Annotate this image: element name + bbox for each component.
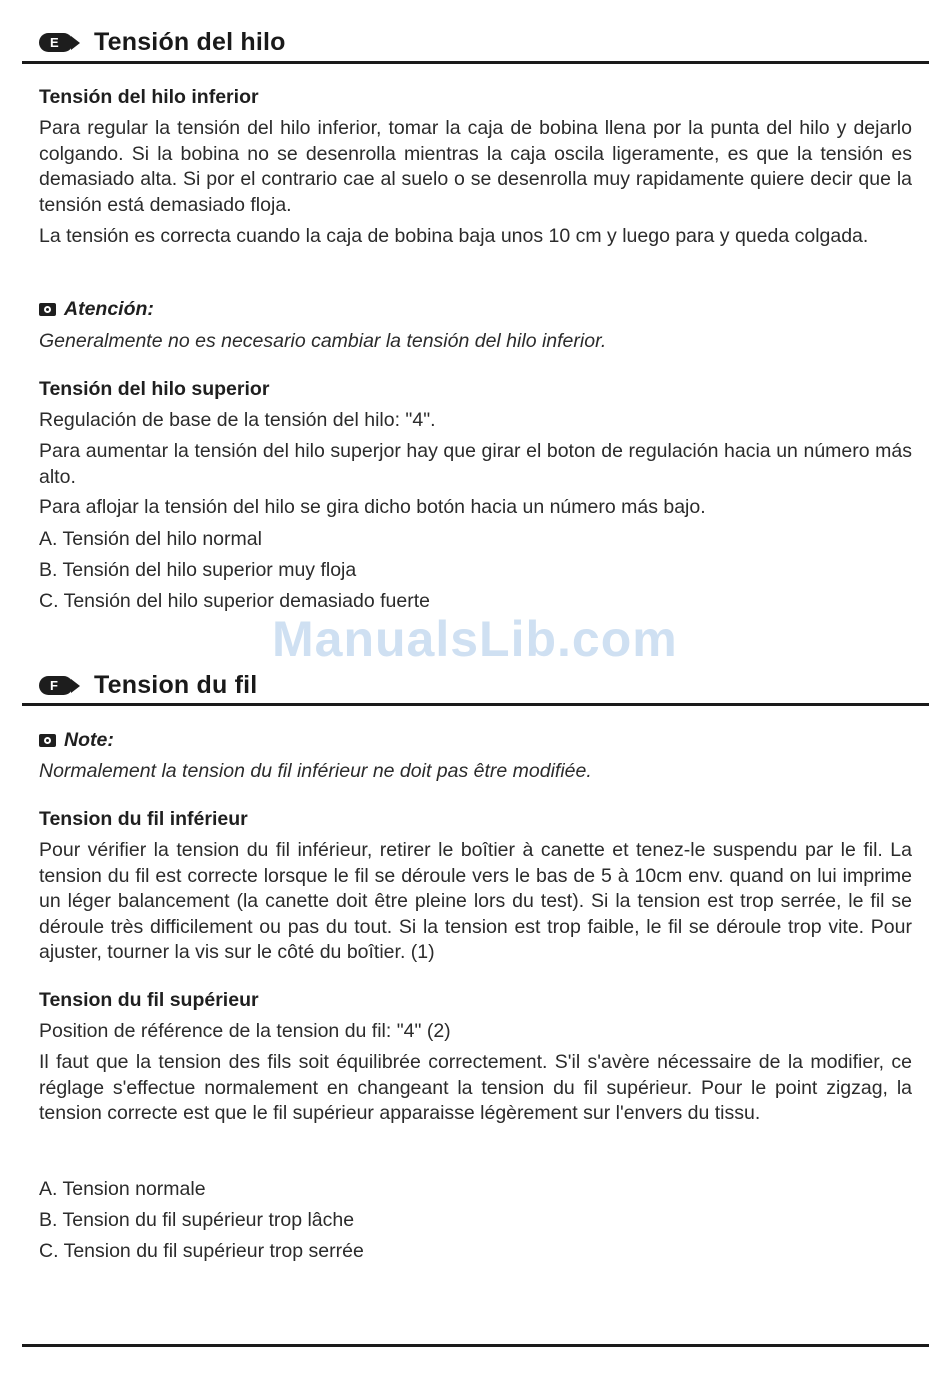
note-label: Atención:	[64, 298, 154, 320]
eye-icon	[39, 303, 56, 316]
language-code: E	[39, 33, 73, 52]
list-item: C. Tensión del hilo superior demasiado fuerte	[39, 590, 430, 612]
section-title-fr: Tension du fil	[94, 671, 258, 699]
heading-upper-thread-es: Tensión del hilo superior	[39, 378, 270, 400]
footer-rule	[22, 1344, 929, 1347]
watermark: ManualsLib.com	[272, 611, 678, 667]
section-header-fr	[39, 671, 912, 700]
heading-upper-thread-fr: Tension du fil supérieur	[39, 989, 259, 1011]
paragraph: Para aflojar la tensión del hilo se gira dicho botón hacia un número más bajo.	[39, 496, 706, 518]
eye-icon	[39, 734, 56, 747]
section-rule	[22, 61, 929, 64]
paragraph: Para regular la tensión del hilo inferior, tomar la caja de bobina llena por la punta del hilo y dejarlo colgando. Si la bobina no se desenrolla mientras la caja oscila ligeramente, es que la tensión es demasiado alta. Si por el contrario cae al suelo o se desenrolla muy rapidamente quiere decir que la tensión está demasiado floja.	[39, 117, 912, 216]
paragraph: Para aumentar la tensión del hilo superjor hay que girar el boton de regulación hacia un número más alto.	[39, 440, 912, 488]
paragraph: Il faut que la tension des fils soit équilibrée correctement. S'il s'avère nécessaire de la modifier, ce réglage s'effectue normalement en changeant la tension du fil supérieur. Pour le point zigzag, la tension correcte est que le fil supérieur apparaisse légèrement sur l'envers du tissu.	[39, 1051, 912, 1125]
heading-lower-thread-es: Tensión del hilo inferior	[39, 86, 259, 108]
note-text: Generalmente no es necesario cambiar la tensión del hilo inferior.	[39, 330, 607, 352]
list-item: A. Tension normale	[39, 1178, 206, 1200]
language-code: F	[39, 676, 73, 695]
note-heading-fr	[39, 729, 114, 752]
paragraph: La tensión es correcta cuando la caja de bobina baja unos 10 cm y luego para y queda colgada.	[39, 225, 869, 247]
paragraph: Regulación de base de la tensión del hilo: "4".	[39, 409, 436, 431]
heading-lower-thread-fr: Tension du fil inférieur	[39, 808, 248, 830]
language-badge-fr	[39, 676, 80, 695]
section-header-es	[39, 28, 912, 57]
list-item: B. Tension du fil supérieur trop lâche	[39, 1209, 355, 1231]
list-item: C. Tension du fil supérieur trop serrée	[39, 1240, 364, 1262]
list-item: A. Tensión del hilo normal	[39, 528, 262, 550]
note-heading-es	[39, 298, 154, 321]
section-title-es: Tensión del hilo	[94, 28, 286, 56]
list-item: B. Tensión del hilo superior muy floja	[39, 559, 357, 581]
note-text: Normalement la tension du fil inférieur ne doit pas être modifiée.	[39, 760, 592, 782]
note-label: Note:	[64, 729, 114, 751]
section-rule	[22, 703, 929, 706]
paragraph: Position de référence de la tension du fil: "4" (2)	[39, 1020, 451, 1042]
language-badge-es	[39, 33, 80, 52]
paragraph: Pour vérifier la tension du fil inférieur, retirer le boîtier à canette et tenez-le suspendu par le fil. La tension du fil est correcte lorsque le fil se déroule vers le bas de 5 à 10cm env. quand on lui imprime un léger balancement (la canette doit être pleine lors du test). Si la tension est trop serrée, le fil se déroule très difficilement ou pas du tout. Si la tension est trop faible, le fil se déroule trop vite. Pour ajuster, tourner la vis sur le côté du boîtier. (1)	[39, 839, 912, 964]
